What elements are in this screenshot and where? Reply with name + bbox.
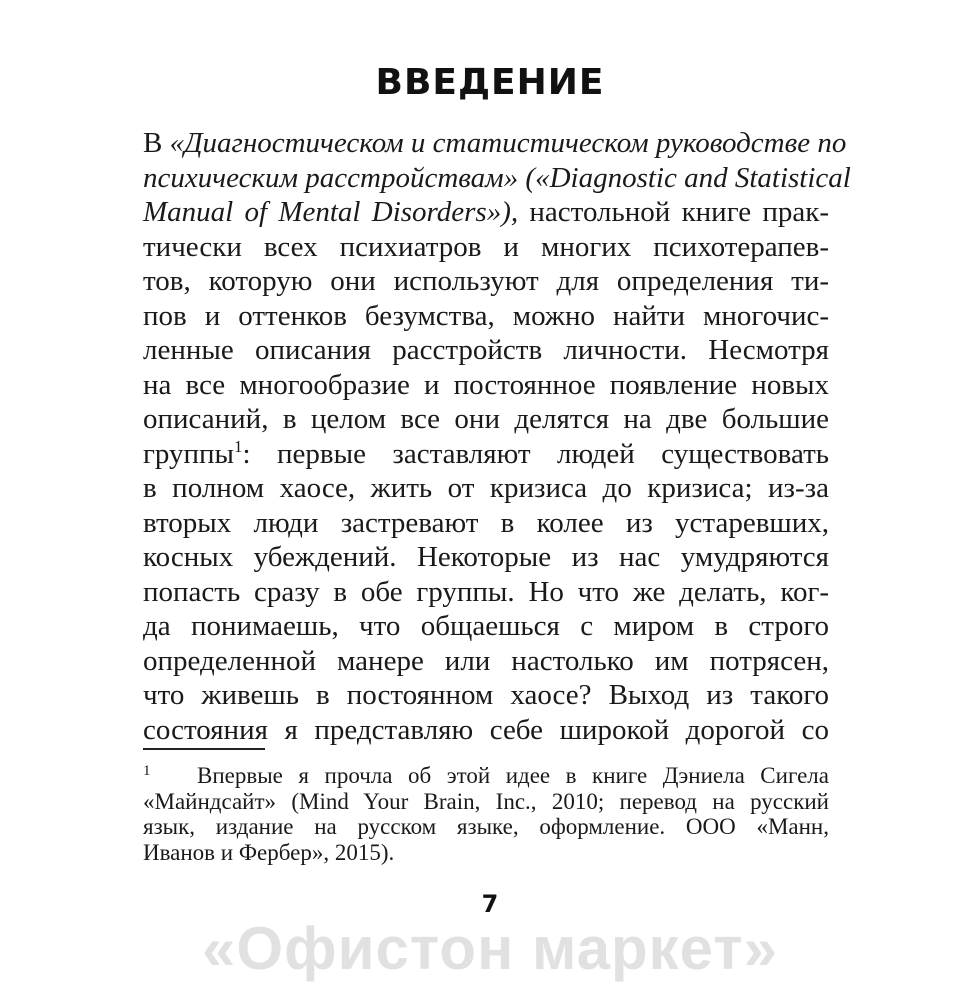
text-run: да понимаешь, что общаешься с миром в строго [143,610,829,642]
text-run: косных убеждений. Некоторые из нас умудряются [143,541,829,573]
text-run: вторых люди застревают в колее из устаревших, [143,506,829,539]
text-line [143,678,829,713]
text-line [143,540,829,575]
footnote-line [143,789,829,815]
text-line [143,575,829,610]
text-run: настольной книге прак- [518,196,830,228]
text-run: В [143,127,170,159]
page-number: 7 [481,890,499,918]
text-run: попасть сразу в обе группы. Но что же делать, ког- [143,575,829,608]
text-line [143,471,829,506]
text-line [143,402,829,437]
footnote-line [143,814,829,840]
footnote-line [143,840,829,866]
text-run: : первые заставляют людей существовать [242,437,829,470]
text-line [143,368,829,403]
text-line [143,437,829,472]
italic-text: психическим расстройствам» («Diagnostic and Statistical [143,161,851,194]
text-line [143,264,829,299]
text-run: ленные описания расстройств личности. Несмотря [143,334,829,366]
text-line [143,713,829,748]
text-line [143,299,829,334]
footnote [143,763,829,865]
footnote-divider [143,748,265,750]
text-run: в полном хаосе, жить от кризиса до кризиса; из-за [143,472,829,504]
text-run: пов и оттенков безумства, можно найти многочис- [143,299,829,332]
chapter-heading: ВВЕДЕНИЕ [375,62,605,103]
text-line [143,609,829,644]
body-paragraph [143,126,851,747]
text-run: тически всех психиатров и многих психотерапев- [143,230,829,263]
text-line [143,644,829,679]
footnote-reference: 1 [234,436,243,456]
text-line [143,333,829,368]
text-run: определенной манере или настолько им потрясен, [143,644,829,677]
text-run: тов, которую они используют для определения ти- [143,265,829,297]
footnote-line: 1 Впервые я прочла об этой идее в книге Дэниела Сигела [143,763,829,788]
text-line [143,230,829,265]
italic-text: Manual of Mental Disorders»), [143,196,519,228]
text-line [143,126,847,161]
text-run: описаний, в целом все они делятся на две большие [143,403,829,435]
footnote-text: язык, издание на русском языке, оформление. ООО «Манн, [143,814,829,839]
text-run: группы [143,437,235,470]
footnote-text: Иванов и Фербер», 2015). [143,839,395,865]
text-run: что живешь в постоянном хаосе? Выход из такого [143,679,829,711]
italic-text: «Диагностическом и статистическом руководстве по [169,127,847,159]
footnote-text: Впервые я прочла об этой идее в книге Дэниела Сигела [197,763,829,788]
text-run: состояния я представляю себе широкой дорогой со [143,713,829,746]
text-line [143,161,851,196]
text-run: на все многообразие и постоянное появление новых [143,368,829,401]
text-line [143,506,829,541]
watermark: «Офистон маркет» [202,915,778,982]
text-line [143,195,829,230]
footnote-text: «Майндсайт» (Mind Your Brain, Inc., 2010; перевод на русский [143,788,829,814]
